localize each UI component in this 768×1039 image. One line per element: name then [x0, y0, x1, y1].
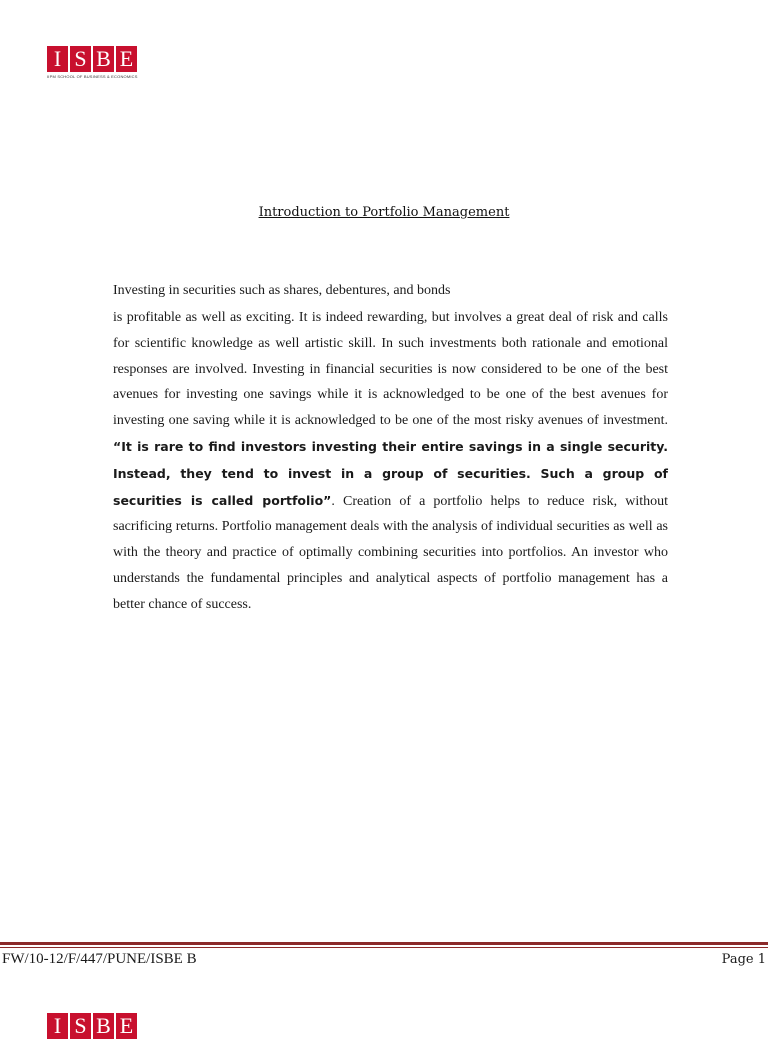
page-number: Page 1 [721, 952, 766, 967]
logo-letter: E [116, 46, 137, 72]
logo-letter: I [47, 46, 68, 72]
footer-rule-thick [0, 942, 768, 945]
footer-rule-thin [0, 947, 768, 948]
isbe-logo [47, 46, 138, 79]
paragraph-text: is profitable as well as exciting. It is indeed rewarding, but involves a great deal of risk and calls for scientific knowledge as well artistic skill. In such investments both rationale and emotional responses are involved. Investing in financial securities is now considered to be one of the best avenues for investing one savings while it is acknowledged to be one of the best avenues for investing one saving while it is acknowledged to be one of the most risky avenues of investment. [113, 310, 668, 429]
logo-tagline: IIPM SCHOOL OF BUSINESS & ECONOMICS [47, 74, 138, 79]
document-code: FW/10-12/F/447/PUNE/ISBE B [2, 951, 197, 967]
logo-letter-boxes [47, 46, 137, 72]
logo-letter: S [70, 1013, 91, 1039]
logo-letter: B [93, 1013, 114, 1039]
highlighted-quote: “It is rare to find investors investing their entire savings in a single security. Instead, they tend to invest in a group of securities. Such a group of securities is called portfolio” [113, 438, 668, 508]
body-paragraph [113, 305, 668, 618]
logo-letter: E [116, 1013, 137, 1039]
logo-letter: B [93, 46, 114, 72]
logo-letter: S [70, 46, 91, 72]
logo-letter: I [47, 1013, 68, 1039]
logo-letter-boxes [47, 1013, 137, 1039]
isbe-logo-next-page [47, 1013, 137, 1039]
paragraph-text-continued: . Creation of a portfolio helps to reduce risk, without sacrificing returns. Portfolio management deals with the analysis of individual securities as well as with the theory and practice of optimally combining securities into portfolios. An investor who understands the fundamental principles and analytical aspects of portfolio management has a better chance of success. [113, 493, 668, 612]
document-title: Introduction to Portfolio Management [258, 205, 510, 220]
intro-first-line: Investing in securities such as shares, debentures, and bonds [113, 283, 451, 298]
